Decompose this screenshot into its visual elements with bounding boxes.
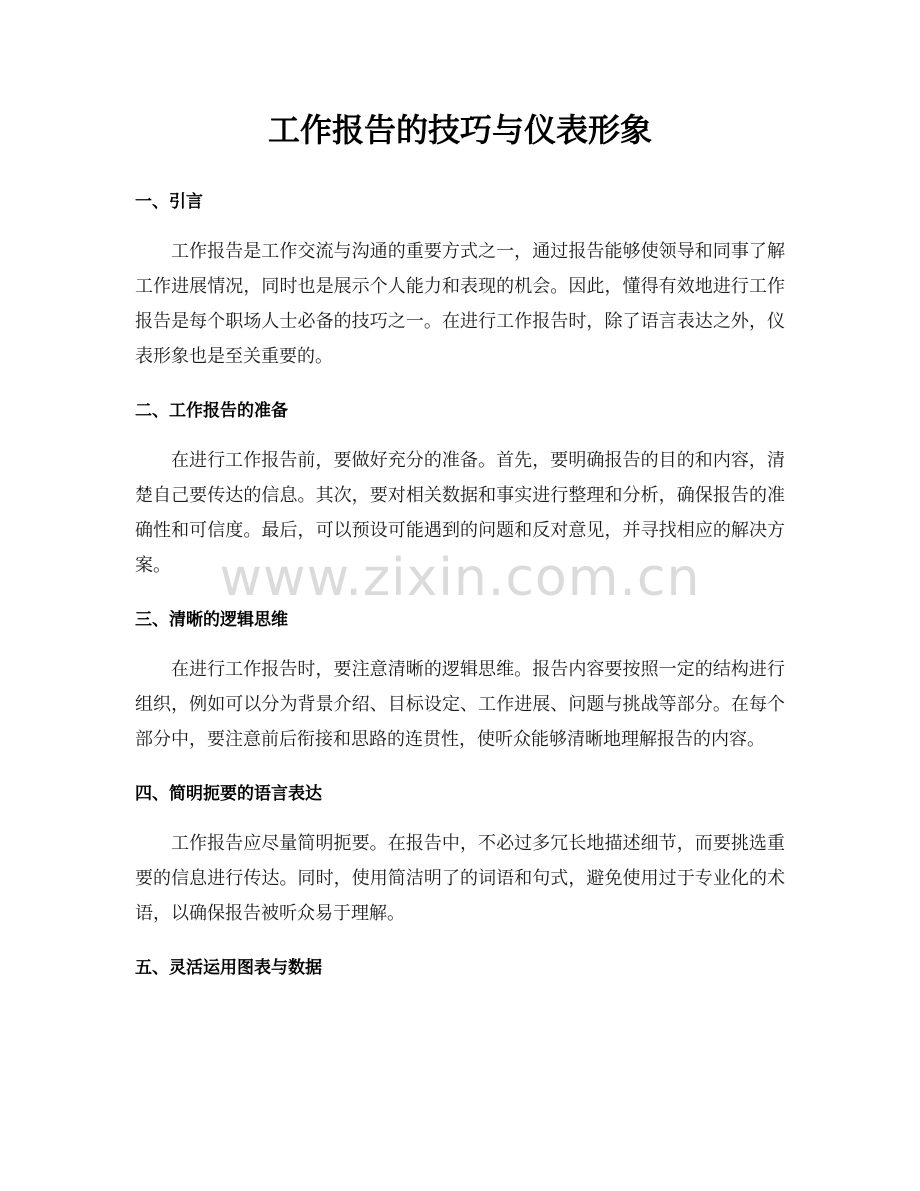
section-body-preparation: 在进行工作报告前，要做好充分的准备。首先，要明确报告的目的和内容，清楚自己要传达的信息。其次，要对相关数据和事实进行整理和分析，确保报告的准确性和可信度。最后，可以预设可能遇到的问题和反对意见，并寻找相应的解决方案。 bbox=[135, 450, 785, 576]
watermark-text: www.zixin.com.cn bbox=[219, 548, 701, 608]
section-heading-charts: 五、灵活运用图表与数据 bbox=[135, 958, 322, 978]
document-title: 工作报告的技巧与仪表形象 bbox=[267, 111, 652, 149]
document-page bbox=[135, 0, 785, 1000]
section-body-logic: 在进行工作报告时，要注意清晰的逻辑思维。报告内容要按照一定的结构进行组织，例如可以分为背景介绍、目标设定、工作进展、问题与挑战等部分。在每个部分中，要注意前后衔接和思路的连贯性，使听众能够清晰地理解报告的内容。 bbox=[135, 659, 785, 750]
section-heading-logic: 三、清晰的逻辑思维 bbox=[135, 610, 288, 630]
section-heading-preparation: 二、工作报告的准备 bbox=[135, 401, 288, 421]
section-heading-language: 四、简明扼要的语言表达 bbox=[135, 784, 322, 804]
section-heading-intro: 一、引言 bbox=[135, 192, 203, 212]
section-body-intro: 工作报告是工作交流与沟通的重要方式之一，通过报告能够使领导和同事了解工作进展情况，同时也是展示个人能力和表现的机会。因此，懂得有效地进行工作报告是每个职场人士必备的技巧之一。在进行工作报告时，除了语言表达之外，仪表形象也是至关重要的。 bbox=[135, 241, 785, 367]
section-body-language: 工作报告应尽量简明扼要。在报告中，不必过多冗长地描述细节，而要挑选重要的信息进行传达。同时，使用简洁明了的词语和句式，避免使用过于专业化的术语，以确保报告被听众易于理解。 bbox=[135, 833, 785, 924]
